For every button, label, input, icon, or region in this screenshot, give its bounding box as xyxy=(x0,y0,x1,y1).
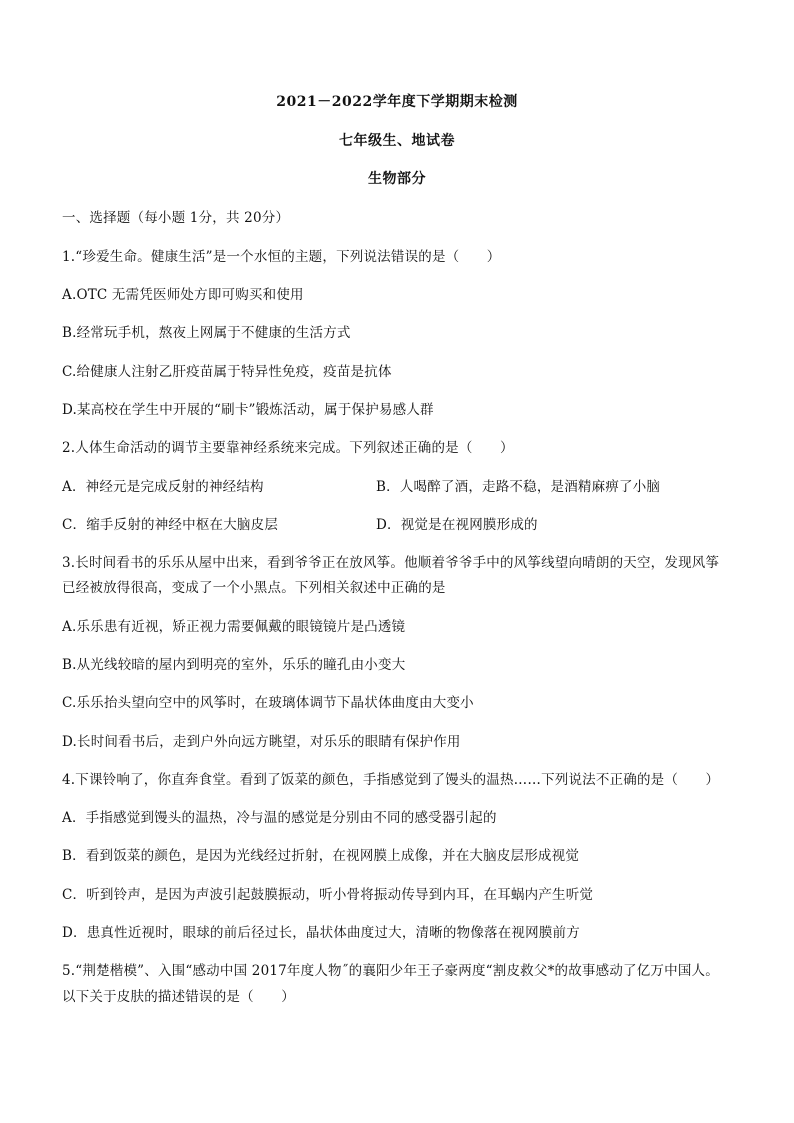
question-4-option-b: B．看到饭菜的颜色，是因为光线经过折射，在视网膜上成像，并在大脑皮层形成视觉 xyxy=(62,848,580,864)
question-2-option-b: B．人喝醉了酒，走路不稳，是酒精麻痹了小脑 xyxy=(376,479,661,495)
question-1-stem: 1.“珍爱生命。健康生活”是一个水恒的主题，下列说法错误的是（ ） xyxy=(62,249,501,265)
question-1-option-c: C.给健康人注射乙肝疫苗属于特异性免疫，疫苗是抗体 xyxy=(62,364,392,380)
question-3-option-d: D.长时间看书后，走到户外向远方眺望，对乐乐的眼睛有保护作用 xyxy=(62,734,461,750)
section-title: 生物部分 xyxy=(368,171,426,187)
question-4-option-d: D．患真性近视时，眼球的前后径过长，晶状体曲度过大，清晰的物像落在视网膜前方 xyxy=(62,925,580,941)
question-3-option-c: C.乐乐抬头望向空中的风筝时，在玻璃体调节下晶状体曲度由大变小 xyxy=(62,695,474,711)
question-4-option-a: A．手指感觉到馒头的温热，冷与温的感觉是分别由不同的感受器引起的 xyxy=(62,810,497,826)
question-3-stem-line-2: 已经被放得很高，变成了一个小黑点。下列相关叙述中正确的是 xyxy=(62,580,446,596)
question-1-option-a: A.OTC 无需凭医师处方即可购买和使用 xyxy=(62,287,304,303)
question-1-option-b: B.经常玩手机，熬夜上网属于不健康的生活方式 xyxy=(62,325,351,341)
question-2-option-a: A．神经元是完成反射的神经结构 xyxy=(62,479,264,495)
part-heading: 一、选择题（每小题 1分，共 20分） xyxy=(62,210,290,226)
question-2-options-row-1 xyxy=(62,475,762,495)
question-3-option-b: B.从光线较暗的屋内到明亮的室外，乐乐的瞳孔由小变大 xyxy=(62,657,406,673)
question-2-stem: 2.人体生命活动的调节主要靠神经系统来完成。下列叙述正确的是（ ） xyxy=(62,440,514,456)
exam-subtitle: 七年级生、地试卷 xyxy=(339,133,455,149)
question-2-option-d: D．视觉是在视网膜形成的 xyxy=(376,517,538,533)
exam-title: 2021－2022学年度下学期期末检测 xyxy=(276,94,518,110)
question-3-option-a: A.乐乐患有近视，矫正视力需要佩戴的眼镜镜片是凸透镜 xyxy=(62,619,406,635)
question-5-stem-line-2: 以下关于皮肤的描述错误的是（ ） xyxy=(62,989,295,1005)
question-4-stem: 4.下课铃响了，你直奔食堂。看到了饭菜的颜色，手指感觉到了馒头的温热……下列说法不正确的是（ ） xyxy=(62,772,720,788)
question-2-options-row-2 xyxy=(62,513,762,533)
question-5-stem-line-1: 5.“荆楚楷模”、入围“感动中国 2017年度人物˝的襄阳少年王子豪两度“割皮救父*的故事感动了亿万中国人。 xyxy=(62,963,719,979)
question-4-option-c: C．听到铃声，是因为声波引起鼓膜振动，听小骨将振动传导到内耳，在耳蜗内产生听觉 xyxy=(62,887,594,903)
question-2-option-c: C．缩手反射的神经中枢在大脑皮层 xyxy=(62,517,279,533)
question-3-stem-line-1: 3.长时间看书的乐乐从屋中出来，看到爷爷正在放风筝。他顺着爷爷手中的风筝线望向晴朗的天空，发现风筝 xyxy=(62,555,720,571)
question-1-option-d: D.某高校在学生中开展的“刷卡”锻炼活动，属于保护易感人群 xyxy=(62,402,434,418)
